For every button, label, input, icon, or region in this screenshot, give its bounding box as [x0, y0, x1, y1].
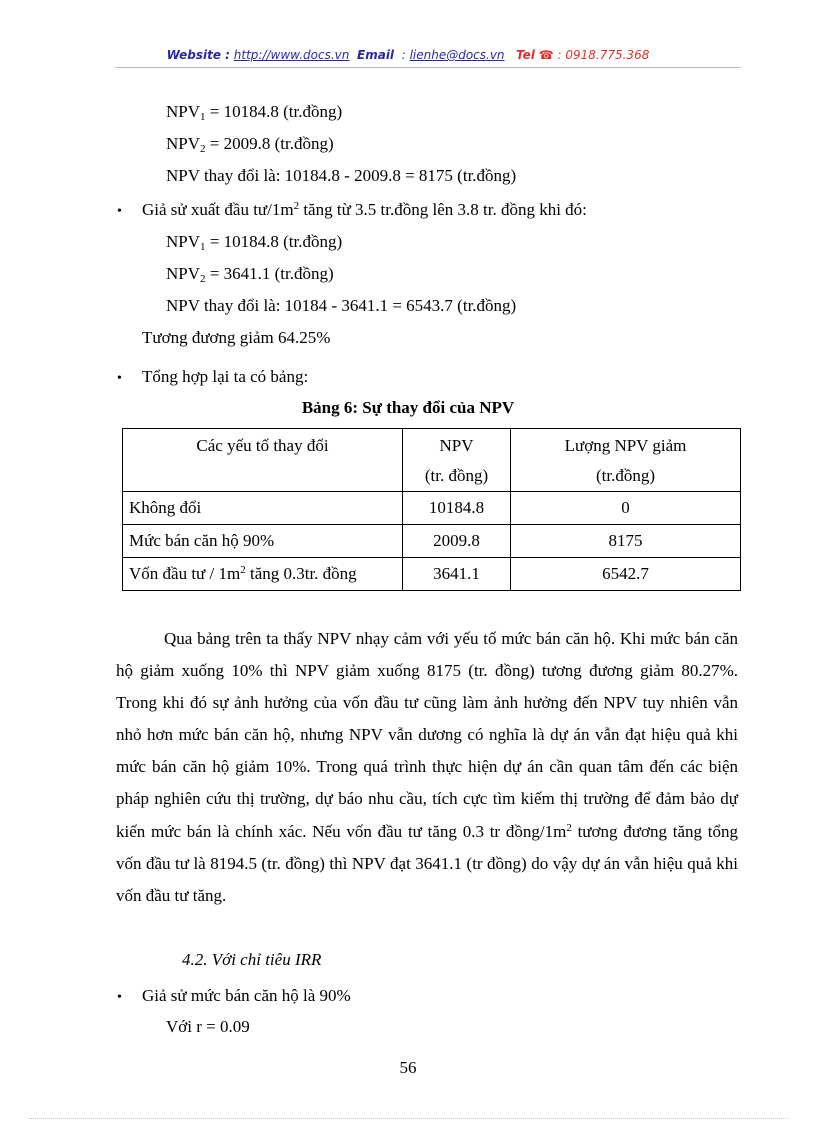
email-label: Email: [357, 48, 395, 62]
cell-factor: Không đổi: [123, 492, 403, 525]
cell-decrease: 0: [511, 492, 741, 525]
page-number: 56: [399, 1058, 417, 1077]
npv-change-line-b: NPV thay đổi là: 10184 - 3641.1 = 6543.7 (tr.đồng): [166, 296, 517, 315]
table-row: [123, 525, 741, 558]
header-factor: Các yếu tố thay đổi: [123, 429, 403, 492]
bullet-icon: •: [117, 371, 122, 386]
cell-factor: Vốn đầu tư / $1m^2$ tăng 0.3tr. đồng: [123, 558, 403, 591]
bullet-icon: •: [117, 990, 122, 1005]
tel-value: : 0918.775.368: [557, 48, 650, 62]
section-heading-irr: 4.2. Với chỉ tiêu IRR: [182, 950, 322, 969]
website-link[interactable]: http://www.docs.vn: [233, 48, 350, 62]
npv2-line-b: $NPV_2 = 3641.1$ (tr.đồng): [166, 264, 334, 285]
npv2-line-a: $NPV_2 = 2009.8$ (tr.đồng): [166, 134, 334, 155]
equivalent-decrease: Tương đương giảm 64.25%: [142, 328, 331, 347]
website-label: Website :: [166, 48, 230, 62]
npv-change-table: [122, 428, 741, 591]
table-row: [123, 492, 741, 525]
table-row: [123, 558, 741, 591]
header-npv-decrease: Lượng NPV giảm (tr.đồng): [511, 429, 741, 492]
tel-label: Tel: [516, 48, 535, 62]
cell-npv: 10184.8: [403, 492, 511, 525]
phone-icon: ☎: [538, 48, 554, 62]
bullet-investment-increase: Giả sử xuất đầu $tư/1m^2$ tăng từ 3.5 tr.đồng lên 3.8 tr. đồng khi đó:: [142, 200, 587, 219]
npv1-line-a: $NPV_1 = 10184.8$ (tr.đồng): [166, 102, 343, 123]
npv1-line-b: $NPV_1 = 10184.8$ (tr.đồng): [166, 232, 343, 253]
cell-decrease: 8175: [511, 525, 741, 558]
rate-line: Với r = 0.09: [166, 1017, 250, 1036]
cell-npv: 3641.1: [403, 558, 511, 591]
cell-factor: Mức bán căn hộ 90%: [123, 525, 403, 558]
table-caption: Bảng 6: Sự thay đổi của NPV: [301, 398, 515, 417]
page-header: [0, 48, 816, 62]
footer-rule: [28, 1118, 788, 1119]
cell-decrease: 6542.7: [511, 558, 741, 591]
email-link[interactable]: lienhe@docs.vn: [409, 48, 505, 62]
npv-change-line-a: NPV thay đổi là: 10184.8 - 2009.8 = 8175 (tr.đồng): [166, 166, 517, 185]
bullet-summary: Tổng hợp lại ta có bảng:: [142, 367, 309, 386]
bullet-icon: •: [117, 204, 122, 219]
header-rule: [115, 67, 741, 68]
email-separator: :: [401, 48, 406, 62]
header-npv: NPV (tr. đồng): [403, 429, 511, 492]
cell-npv: 2009.8: [403, 525, 511, 558]
bullet-sale-level: Giả sử mức bán căn hộ là 90%: [142, 986, 351, 1005]
table-header-row: [123, 429, 741, 492]
analysis-paragraph: Qua bảng trên ta thấy NPV nhạy cảm với yếu tố mức bán căn hộ. Khi mức bán căn hộ giảm xuống 10% thì NPV giảm xuống 8175 (tr. đồng) tương đương giảm 80.27%. Trong khi đó sự ảnh hưởng của vốn đầu tư cũng làm ảnh hưởng đến NPV tuy nhiên vẫn nhỏ hơn mức bán căn hộ, nhưng NPV vẫn dương có nghĩa là dự án vẫn đạt hiệu quả khi mức bán căn hộ giảm 10%. Trong quá trình thực hiện dự án cần quan tâm đến các biện pháp nghiên cứu thị trường, dự báo nhu cầu, tích cực tìm kiếm thị trường để đảm bảo dự kiến mức bán là chính xác. Nếu vốn đầu tư tăng 0.3 tr đồng/$1m^2$ tương đương tăng tổng vốn đầu tư là 8194.5 (tr. đồng) thì NPV đạt 3641.1 (tr đồng) do vậy dự án vẫn hiệu quả khi vốn đầu tư tăng.: [116, 629, 739, 905]
